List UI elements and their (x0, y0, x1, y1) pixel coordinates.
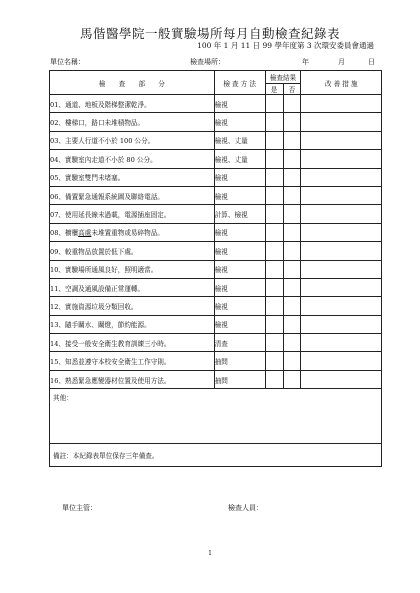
approval-note: 100 年 1 月 11 日 99 學年度第 3 次環安委員會通過 (197, 41, 374, 50)
result-no-cell[interactable] (283, 113, 301, 131)
item-text: 08、櫥櫃 (50, 229, 79, 238)
result-no-cell[interactable] (283, 260, 301, 278)
check-method: 抽問 (214, 352, 265, 370)
header-method: 檢 查 方 法 (214, 71, 265, 95)
check-item: 16、熟悉緊急應變器材位置及使用方法。 (50, 370, 215, 388)
result-yes-cell[interactable] (265, 95, 283, 113)
result-yes-cell[interactable] (265, 223, 283, 241)
check-item: 06、備置緊急通報系統圖及聯絡電話。 (50, 186, 215, 204)
result-no-cell[interactable] (283, 315, 301, 333)
check-item: 05、實驗室雙門未堵塞。 (50, 168, 215, 186)
header-yes: 是 (265, 84, 283, 95)
result-yes-cell[interactable] (265, 168, 283, 186)
result-yes-cell[interactable] (265, 297, 283, 315)
inspection-table (49, 70, 382, 467)
table-row (50, 370, 382, 388)
result-yes-cell[interactable] (265, 278, 283, 296)
table-row (50, 95, 382, 113)
result-yes-cell[interactable] (265, 242, 283, 260)
result-no-cell[interactable] (283, 297, 301, 315)
check-item: 14、接受一般安全衛生教育訓練三小時。 (50, 334, 215, 352)
retention-note: 備註：本紀錄表單位保存三年備查。 (50, 444, 382, 467)
header-item: 檢 查 部 分 (50, 71, 215, 95)
check-method: 檢視 (214, 242, 265, 260)
result-yes-cell[interactable] (265, 131, 283, 149)
unit-name-label: 單位名稱： (50, 58, 85, 66)
header-result: 檢查結果 (265, 71, 301, 84)
result-yes-cell[interactable] (265, 205, 283, 223)
check-item: 03、主要人行道不小於 100 公分。 (50, 131, 215, 149)
result-yes-cell[interactable] (265, 315, 283, 333)
table-row (50, 223, 382, 241)
result-yes-cell[interactable] (265, 370, 283, 388)
result-yes-cell[interactable] (265, 352, 283, 370)
check-method: 檢視 (214, 186, 265, 204)
result-no-cell[interactable] (283, 205, 301, 223)
check-item: 13、隨手關水、關燈，節約能源。 (50, 315, 215, 333)
check-method: 檢視 (214, 95, 265, 113)
result-no-cell[interactable] (283, 95, 301, 113)
check-item: 09、較重物品放置於低下處。 (50, 242, 215, 260)
table-row (50, 260, 382, 278)
result-no-cell[interactable] (283, 186, 301, 204)
improvement-cell[interactable] (301, 186, 382, 204)
check-item: 04、實驗室內走道不小於 80 公分。 (50, 150, 215, 168)
result-no-cell[interactable] (283, 278, 301, 296)
result-yes-cell[interactable] (265, 186, 283, 204)
improvement-cell[interactable] (301, 297, 382, 315)
improvement-cell[interactable] (301, 260, 382, 278)
improvement-cell[interactable] (301, 334, 382, 352)
improvement-cell[interactable] (301, 242, 382, 260)
other-remarks: 其他： (50, 389, 382, 444)
check-item: 07、使用延長線未過載，電源插座固定。 (50, 205, 215, 223)
result-no-cell[interactable] (283, 370, 301, 388)
table-row (50, 334, 382, 352)
result-no-cell[interactable] (283, 223, 301, 241)
improvement-cell[interactable] (301, 205, 382, 223)
result-yes-cell[interactable] (265, 113, 283, 131)
form-info-line (50, 57, 380, 67)
result-yes-cell[interactable] (265, 334, 283, 352)
improvement-cell[interactable] (301, 278, 382, 296)
table-row (50, 168, 382, 186)
table-row (50, 315, 382, 333)
inspector-signature-label: 檢查人員： (228, 504, 263, 512)
check-item: 01、通道、地板及階梯整潔乾淨。 (50, 95, 215, 113)
table-row (50, 205, 382, 223)
check-method: 檢視 (214, 168, 265, 186)
table-row (50, 113, 382, 131)
improvement-cell[interactable] (301, 223, 382, 241)
day-label: 日 (368, 58, 375, 66)
table-row (50, 150, 382, 168)
check-method: 檢視 (214, 223, 265, 241)
improvement-cell[interactable] (301, 315, 382, 333)
check-method: 檢視 (214, 113, 265, 131)
check-item: 15、知悉並遵守本校安全衛生工作守則。 (50, 352, 215, 370)
table-row (50, 297, 382, 315)
table-row (50, 131, 382, 149)
result-no-cell[interactable] (283, 242, 301, 260)
table-row (50, 242, 382, 260)
check-item: 02、樓梯口，路口未堆積物品。 (50, 113, 215, 131)
result-no-cell[interactable] (283, 168, 301, 186)
table-row (50, 278, 382, 296)
check-item (50, 223, 215, 241)
check-method: 檢視 (214, 260, 265, 278)
check-method: 檢視、丈量 (214, 131, 265, 149)
month-label: 月 (338, 58, 345, 66)
table-row (50, 352, 382, 370)
check-method: 檢視 (214, 315, 265, 333)
improvement-cell[interactable] (301, 370, 382, 388)
header-no: 否 (283, 84, 301, 95)
check-item: 10、實驗場所通風良好，照明適當。 (50, 260, 215, 278)
result-no-cell[interactable] (283, 150, 301, 168)
result-no-cell[interactable] (283, 131, 301, 149)
result-no-cell[interactable] (283, 334, 301, 352)
supervisor-signature-label: 單位主管： (62, 504, 97, 512)
check-method: 檢視 (214, 297, 265, 315)
check-method: 檢視 (214, 278, 265, 296)
result-yes-cell[interactable] (265, 260, 283, 278)
check-item: 12、實施資源垃圾分類回收。 (50, 297, 215, 315)
underlined-text: 高處 (78, 229, 92, 238)
improvement-cell[interactable] (301, 131, 382, 149)
header-action: 改 善 措 施 (301, 71, 382, 95)
improvement-cell[interactable] (301, 95, 382, 113)
improvement-cell[interactable] (301, 168, 382, 186)
year-label: 年 (302, 58, 309, 66)
result-yes-cell[interactable] (265, 150, 283, 168)
check-item: 11、空調及通風設備正常運轉。 (50, 278, 215, 296)
improvement-cell[interactable] (301, 113, 382, 131)
check-method: 清查 (214, 334, 265, 352)
table-row (50, 186, 382, 204)
page-number: 1 (208, 550, 212, 557)
inspection-place-label: 檢查場所： (190, 58, 225, 66)
form-title: 馬偕醫學院一般實驗場所每月自動檢查紀錄表 (79, 26, 340, 41)
improvement-cell[interactable] (301, 352, 382, 370)
improvement-cell[interactable] (301, 150, 382, 168)
check-method: 計算、檢視 (214, 205, 265, 223)
check-method: 檢視、丈量 (214, 150, 265, 168)
item-text: 未堆置重物或易碎物品。 (91, 229, 164, 238)
result-no-cell[interactable] (283, 352, 301, 370)
check-method: 抽問 (214, 370, 265, 388)
